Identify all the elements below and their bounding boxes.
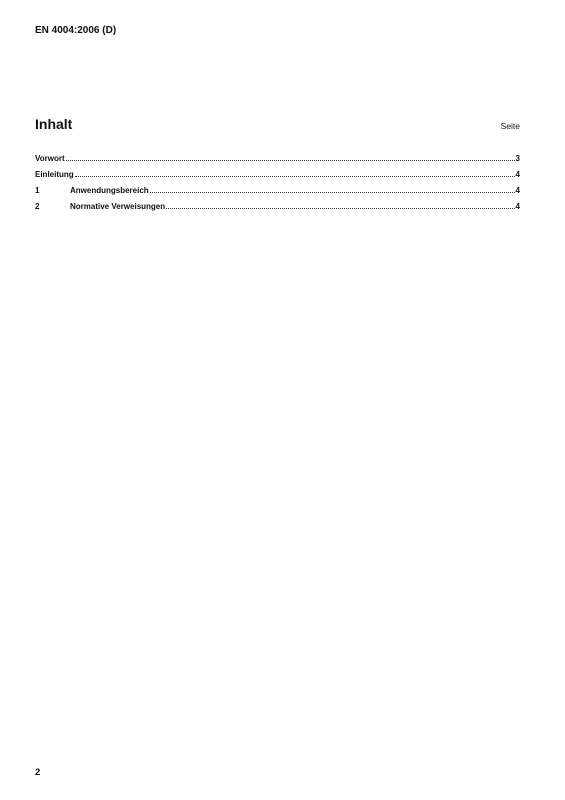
toc-heading-row — [35, 116, 520, 132]
toc-entry-page: 3 — [515, 154, 520, 163]
toc-leader-dots — [75, 169, 515, 177]
toc-title: Inhalt — [35, 116, 73, 132]
toc-entry-vorwort[interactable] — [35, 153, 520, 169]
table-of-contents — [35, 153, 520, 217]
toc-entry-label: Anwendungsbereich — [70, 186, 149, 195]
toc-entry-page: 4 — [515, 186, 520, 195]
toc-entry-label: Vorwort — [35, 154, 65, 163]
toc-entry-label: Normative Verweisungen — [70, 202, 166, 211]
toc-entry-number: 2 — [35, 202, 40, 211]
page-number: 2 — [35, 767, 41, 778]
toc-page-column-label: Seite — [500, 121, 520, 131]
toc-entry-label: Einleitung — [35, 170, 74, 179]
toc-entry-anwendungsbereich[interactable] — [35, 185, 520, 201]
toc-entry-einleitung[interactable] — [35, 169, 520, 185]
toc-entry-number: 1 — [35, 186, 40, 195]
toc-entry-page: 4 — [515, 202, 520, 211]
toc-leader-dots — [150, 185, 515, 193]
toc-leader-dots — [166, 201, 514, 209]
document-header: EN 4004:2006 (D) — [35, 25, 117, 36]
toc-leader-dots — [66, 153, 515, 161]
toc-entry-normative-verweisungen[interactable] — [35, 201, 520, 217]
toc-entry-page: 4 — [515, 170, 520, 179]
